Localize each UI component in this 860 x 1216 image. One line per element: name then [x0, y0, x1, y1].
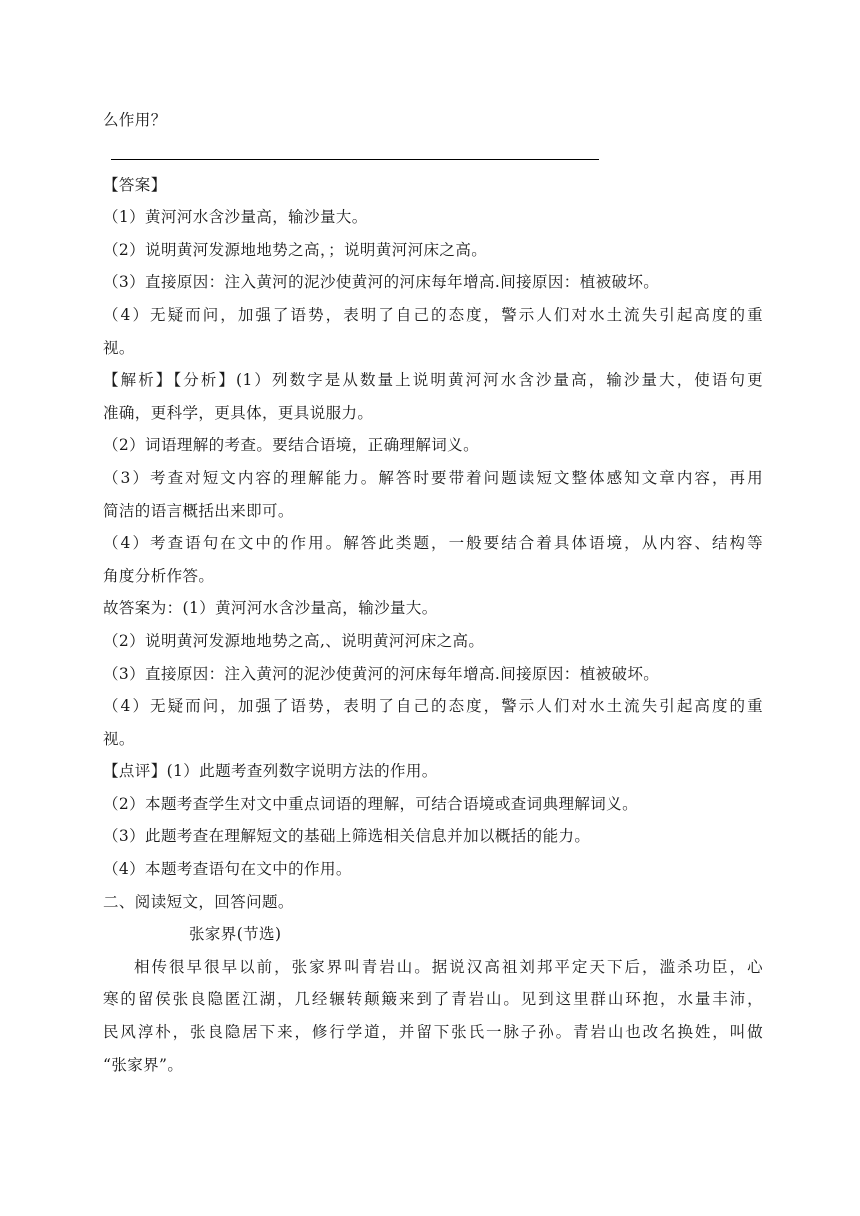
text-line: （2）说明黄河发源地地势之高，；说明黄河河床之高。	[103, 240, 488, 259]
passage-paragraph-line: “张家界”。	[103, 1055, 184, 1074]
answer-heading: 【答案】	[103, 175, 167, 194]
text-line: （3）此题考查在理解短文的基础上筛选相关信息并加以概括的能力。	[103, 827, 591, 846]
document-page	[103, 104, 763, 1081]
text-line: 视。	[103, 338, 135, 357]
text-line: （4）无疑而问，加强了语势，表明了自己的态度，警示人们对水土流失引起高度的重	[103, 305, 763, 324]
text-line: （2）词语理解的考查。要结合语境，正确理解词义。	[103, 436, 479, 455]
text-line: 么作用？	[103, 111, 167, 129]
text-line: （4）无疑而问，加强了语势，表明了自己的态度，警示人们对水土流失引起高度的重	[103, 697, 763, 716]
analysis-heading: 【解析】【分析】(1）列数字是从数量上说明黄河河水含沙量高，输沙量大，使语句更	[103, 371, 763, 390]
text-line: （1）黄河河水含沙量高，输沙量大。	[103, 208, 368, 227]
text-line: 准确，更科学，更具体，更具说服力。	[103, 403, 374, 422]
section-heading: 二、阅读短文，回答问题。	[103, 892, 294, 911]
text-line: 角度分析作答。	[103, 566, 215, 585]
text-line: （2）说明黄河发源地地势之高,、说明黄河河床之高。	[103, 631, 485, 650]
text-line: （3）直接原因：注入黄河的泥沙使黄河的河床每年增高.间接原因：植被破坏。	[103, 273, 660, 292]
text-line: （4）考查语句在文中的作用。解答此类题，一般要结合着具体语境，从内容、结构等	[103, 534, 763, 553]
passage-paragraph-line: 民风淳朴，张良隐居下来，修行学道，并留下张氏一脉子孙。青岩山也改名换姓，叫做	[103, 1023, 763, 1042]
answer-blank-line	[103, 137, 763, 169]
comment-heading: 【点评】(1）此题考查列数字说明方法的作用。	[103, 762, 438, 781]
passage-paragraph-line: 相传很早很早以前，张家界叫青岩山。据说汉高祖刘邦平定天下后，滥杀功臣，心	[134, 957, 763, 976]
text-line: 简洁的语言概括出来即可。	[103, 501, 294, 520]
text-line: 视。	[103, 729, 135, 748]
passage-title: 张家界(节选)	[189, 925, 282, 944]
passage-paragraph-line: 寒的留侯张良隐匿江湖，几经辗转颠簸来到了青岩山。见到这里群山环抱，水量丰沛，	[103, 990, 763, 1009]
text-line: 故答案为：(1）黄河河水含沙量高，输沙量大。	[103, 599, 438, 618]
text-line: （4）本题考查语句在文中的作用。	[103, 860, 352, 879]
text-line: （3）直接原因：注入黄河的泥沙使黄河的河床每年增高.间接原因：植被破坏。	[103, 664, 660, 683]
text-line: （2）本题考查学生对文中重点词语的理解，可结合语境或查词典理解词义。	[103, 794, 638, 813]
text-line: （3）考查对短文内容的理解能力。解答时要带着问题读短文整体感知文章内容，再用	[103, 468, 763, 487]
